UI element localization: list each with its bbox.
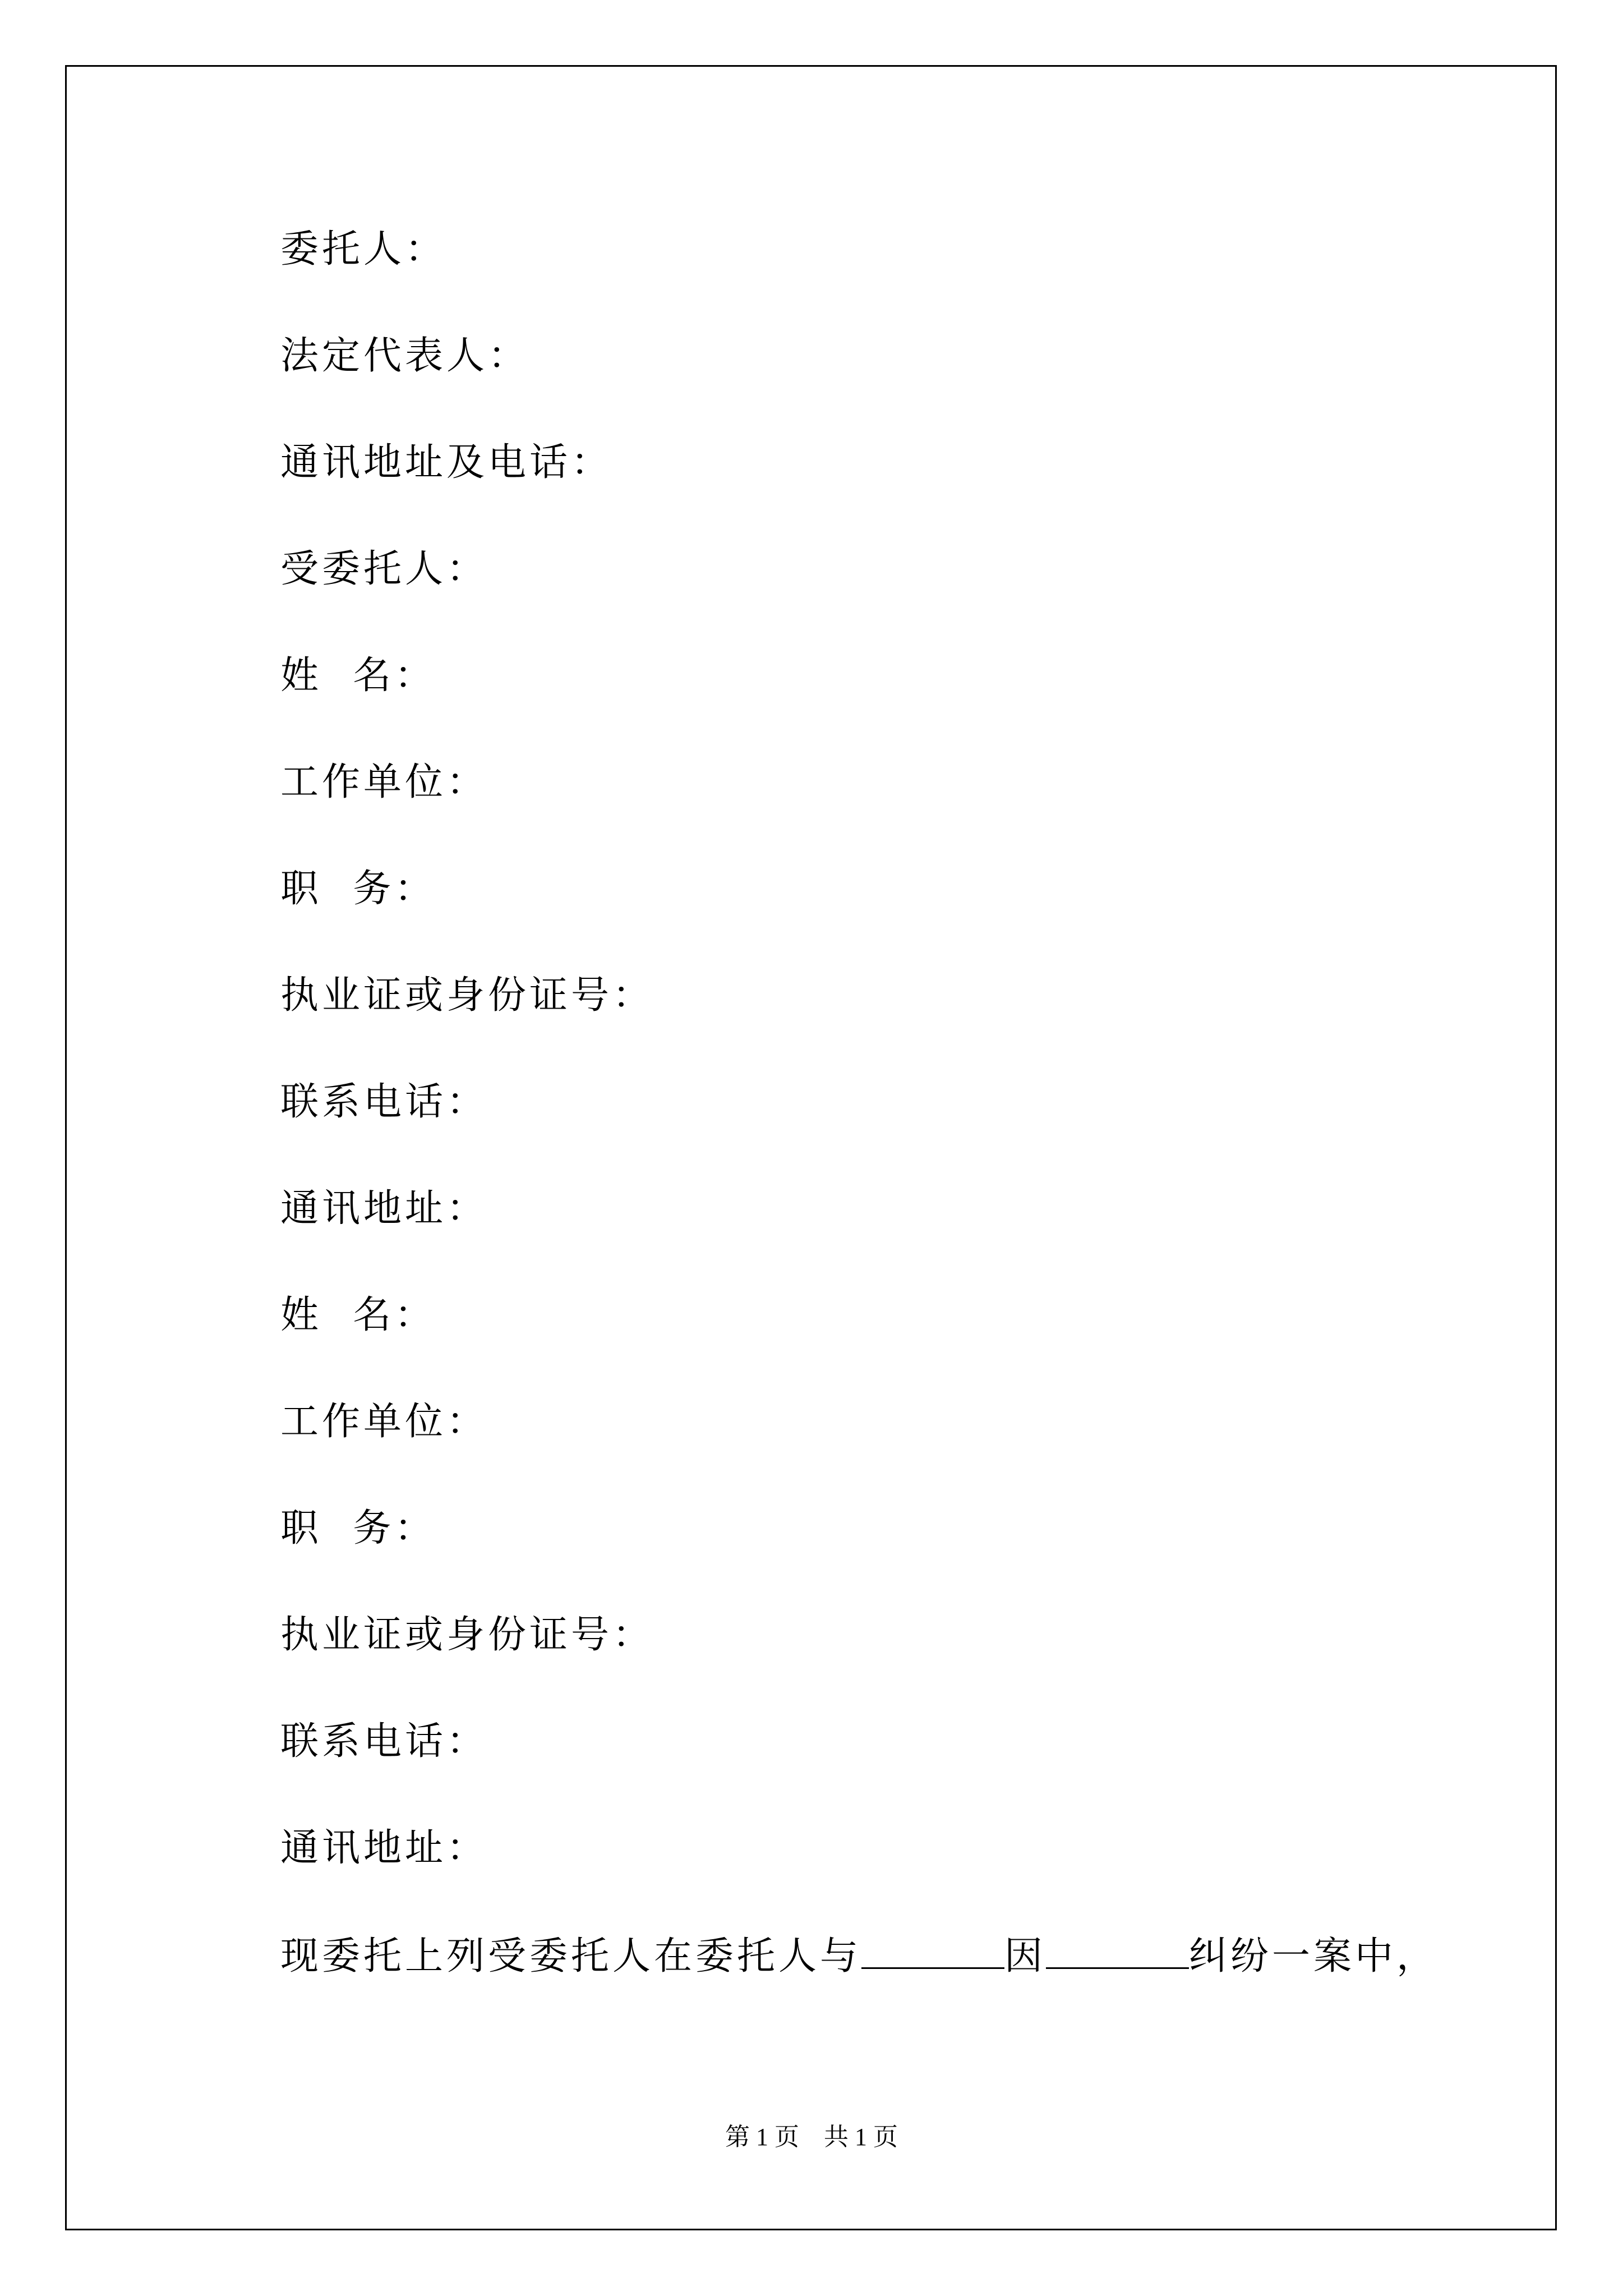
page-footer	[0, 2120, 1623, 2154]
blank-dispute-cause	[1046, 1932, 1189, 1969]
entrustment-statement	[280, 1932, 1438, 1979]
field-agent: 受委托人：	[280, 547, 488, 591]
field-agent2-phone: 联系电话：	[280, 1719, 488, 1764]
field-agent2-name: 姓 名：	[280, 1293, 436, 1337]
field-agent1-address: 通讯地址：	[280, 1186, 488, 1231]
field-address-phone: 通讯地址及电话：	[280, 440, 613, 485]
field-agent1-id: 执业证或身份证号：	[280, 973, 654, 1018]
field-principal: 委托人：	[280, 227, 447, 272]
field-agent1-employer: 工作单位：	[280, 760, 488, 804]
field-agent1-position: 职 务：	[280, 867, 436, 911]
field-agent1-phone: 联系电话：	[280, 1080, 488, 1124]
field-agent2-address: 通讯地址：	[280, 1826, 488, 1870]
field-agent2-position: 职 务：	[280, 1506, 436, 1550]
page-frame	[65, 65, 1557, 2230]
statement-part3: 纠纷一案中，	[1189, 1934, 1438, 1978]
statement-part1: 现委托上列受委托人在委托人与	[280, 1934, 862, 1978]
page-number: 第 1 页	[725, 2123, 799, 2151]
field-agent1-name: 姓 名：	[280, 654, 436, 698]
field-agent2-employer: 工作单位：	[280, 1400, 488, 1444]
field-legal-representative: 法定代表人：	[280, 334, 530, 378]
blank-opposing-party	[861, 1932, 1004, 1969]
field-agent2-id: 执业证或身份证号：	[280, 1613, 654, 1657]
page-total: 共 1 页	[824, 2123, 898, 2151]
statement-part2: 因	[1004, 1934, 1046, 1978]
